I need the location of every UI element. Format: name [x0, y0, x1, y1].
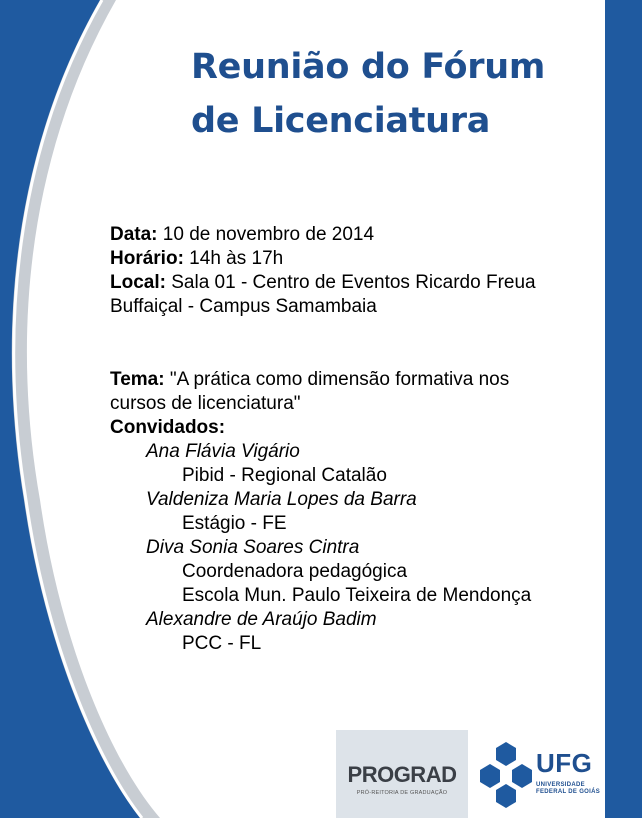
date-label: Data: — [110, 224, 158, 245]
theme-row — [110, 368, 600, 392]
title-line-1: Reunião do Fórum — [191, 47, 546, 87]
ufg-logo — [476, 738, 606, 810]
place-value-1: Sala 01 - Centro de Eventos Ricardo Freua — [165, 272, 536, 293]
theme-label: Tema: — [110, 369, 165, 390]
guest-role: Coordenadora pedagógica — [182, 561, 408, 582]
place-label: Local: — [110, 272, 166, 293]
time-row — [110, 247, 600, 271]
date-row — [110, 223, 600, 247]
event-info — [110, 223, 600, 656]
title-line-2: de Licenciatura — [191, 101, 491, 141]
guest-name: Alexandre de Araújo Badim — [146, 609, 377, 630]
prograd-subtitle: PRÓ-REITORIA DE GRADUAÇÃO — [356, 790, 448, 796]
guest-name: Ana Flávia Vigário — [146, 441, 300, 462]
place-row — [110, 271, 600, 295]
time-label: Horário: — [110, 248, 184, 269]
prograd-logo — [336, 730, 468, 818]
time-value: 14h às 17h — [183, 248, 284, 269]
ufg-subtitle-line-2: FEDERAL DE GOIÁS — [536, 789, 601, 795]
theme-value-1: "A prática como dimensão formativa nos — [164, 369, 510, 390]
date-value: 10 de novembro de 2014 — [157, 224, 375, 245]
ufg-subtitle-line-1: UNIVERSIDADE — [536, 782, 585, 788]
theme-row-2: cursos de licenciatura" — [110, 393, 301, 414]
guests-row — [110, 416, 600, 440]
guest-role: Estágio - FE — [182, 513, 287, 534]
place-row-2: Buffaiçal - Campus Samambaia — [110, 296, 377, 317]
ufg-name: UFG — [536, 748, 593, 778]
guest-name: Diva Sonia Soares Cintra — [146, 537, 360, 558]
prograd-name: PROGRAD — [347, 762, 457, 787]
guests-label: Convidados: — [110, 417, 226, 438]
guest-role: Pibid - Regional Catalão — [182, 465, 387, 486]
ufg-hexagons-icon — [476, 738, 536, 810]
guest-role: Escola Mun. Paulo Teixeira de Mendonça — [182, 585, 532, 606]
guest-name: Valdeniza Maria Lopes da Barra — [146, 489, 417, 510]
flyer-title — [191, 40, 611, 148]
guest-role: PCC - FL — [182, 633, 262, 654]
ufg-subtitle — [536, 782, 606, 796]
spacer — [110, 319, 600, 368]
